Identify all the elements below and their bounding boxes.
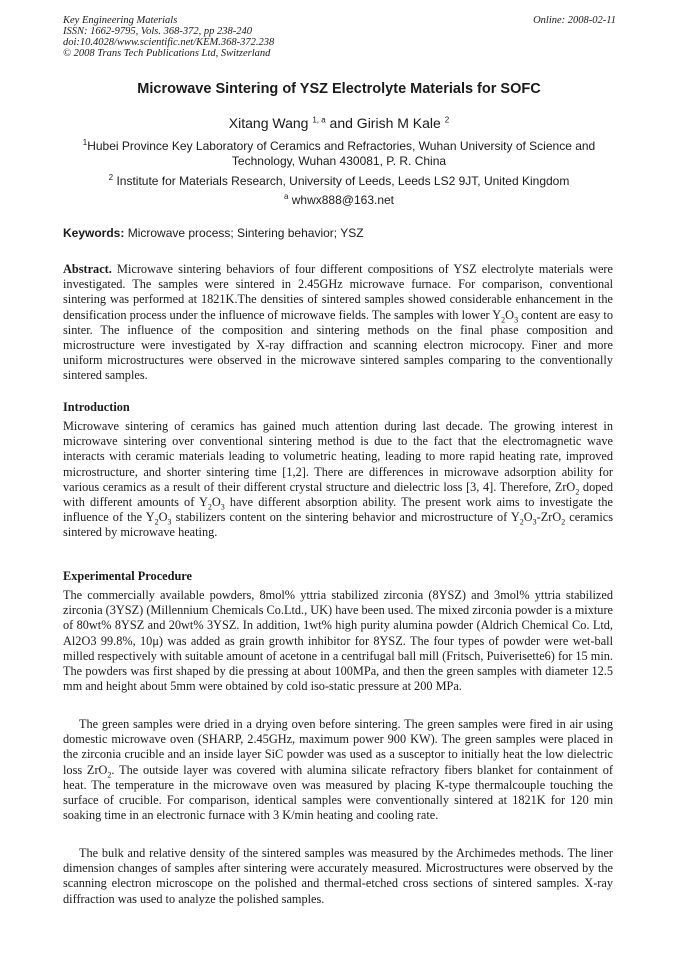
experimental-paragraph-1: The commercially available powders, 8mol% yttria stabilized zirconia (8YSZ) and 3mol% yttria stabilized zirconia (3YSZ) (Millennium Chemicals Co.Ltd., UK) have been used. The mixed zirconia powder is a mixture of 80wt% 8YSZ and 20wt% 3YSZ. In addition, 1wt% high purity alumina powder (Aldrich Chemical Co. Ltd, Al2O3 99.8%, 10μ) was added as grain growth inhibitor for 8YSZ. The four types of powder were wet-ball milled respectively with suitable amount of acetone in a centrifugal ball mill (Fritsch, Puiverisette6) for 15 min. The powders was first shaped by die pressing at about 100MPa, and then the green samples with diameter 12.5 mm and height about 5mm were obtained by cold iso-static pressure at 200 MPa. <box>63 588 613 694</box>
intro-sub-7: 3 <box>532 517 537 527</box>
journal-name: Key Engineering Materials <box>63 15 178 26</box>
abstract-text-3: content are easy to sinter. The influence of the composition and sintering methods on the final phase composition and microstructure were investigated by X-ray diffraction and scanning electron microcopy. Finer and more uniform microstructures were observed in the microwave sintered samples comparing to the conventionally sintered samples. <box>63 307 613 383</box>
introduction-heading: Introduction <box>63 400 130 414</box>
affiliation-1 <box>0 139 678 169</box>
keywords <box>63 226 616 240</box>
intro-sub-4: 2 <box>154 517 159 527</box>
journal-issn: ISSN: 1662-9795, Vols. 368-372, pp 238-240 <box>63 26 252 37</box>
intro-sub-2: 2 <box>207 502 212 512</box>
intro-text-6: stabilizers content on the sintering behavior and microstructure of Y <box>171 510 520 525</box>
experimental-paragraph-3: The bulk and relative density of the sintered samples was measured by the Archimedes methods. The liner dimension changes of samples after sintering were accurately measured. Microstructures were observed by the scanning electron microscope on the polished and thermal-etched cross sections of sintered samples. X-ray diffraction was used to analyze the polished samples. <box>63 846 613 906</box>
exp-p2-text-2: . The outside layer was covered with alumina silicate refractory fibers blanket for containment of heat. The temperature in the microwave oven was measured by placing K-type thermalcouple touching the surface of crucible. For comparison, identical samples were conventionally sintered at 1821K for 120 min soaking time in an electronic furnace with 3 K/min heating and cooling rate. <box>63 762 613 823</box>
affiliation-2-text: Institute for Materials Research, University of Leeds, Leeds LS2 9JT, United Kingdom <box>113 174 570 188</box>
journal-header <box>63 15 616 59</box>
affiliation-1-line1: Hubei Province Key Laboratory of Ceramics and Refractories, Wuhan University of Science and <box>87 139 596 153</box>
intro-sub-5: 3 <box>167 517 172 527</box>
keywords-label: Keywords: <box>63 226 125 240</box>
keywords-text: Microwave process; Sintering behavior; YSZ <box>124 226 364 240</box>
intro-sub-8: 2 <box>561 517 566 527</box>
intro-sub-3: 3 <box>220 502 225 512</box>
intro-text-9: ceramics sintered by microwave heating. <box>63 510 613 540</box>
abstract-label: Abstract. <box>63 262 112 276</box>
author-2: and Girish M Kale <box>325 115 445 131</box>
journal-copyright: © 2008 Trans Tech Publications Ltd, Switzerland <box>63 48 271 59</box>
affiliation-2 <box>0 174 678 189</box>
intro-sub-1: 2 <box>575 487 580 497</box>
intro-text-5: O <box>158 510 168 525</box>
author-1-sup: 1, a <box>312 115 326 125</box>
introduction-paragraph <box>63 419 613 541</box>
intro-text-2: doped with different amounts of Y <box>63 479 613 510</box>
author-2-sup: 2 <box>444 115 450 125</box>
intro-sub-6: 2 <box>519 517 524 527</box>
online-date: Online: 2008-02-11 <box>533 15 616 26</box>
intro-text-3: O <box>211 495 221 510</box>
author-line <box>0 115 678 131</box>
affiliation-1-line2: Technology, Wuhan 430081, P. R. China <box>231 154 447 168</box>
abstract-text-1: Microwave sintering behaviors of four different compositions of YSZ electrolyte materials were investigated. The samples were sintered in 2.45GHz microwave furnace. For comparison, conventional sintering was performed at 1821K.The densities of sintered samples showed considerable enhancement in the densification process under the influence of microwave fields. The samples with lower Y <box>63 262 613 322</box>
experimental-paragraph-2 <box>63 717 613 823</box>
intro-text-8: -ZrO <box>536 510 562 525</box>
paper-title: Microwave Sintering of YSZ Electrolyte Materials for SOFC <box>137 81 541 97</box>
experimental-heading: Experimental Procedure <box>63 569 192 583</box>
intro-text-4: have different absorption ability. The present work aims to investigate the influence of the Y <box>63 495 613 525</box>
abstract-sub-1: 2 <box>501 315 506 325</box>
author-email <box>0 193 678 208</box>
exp-p2-sub: 2 <box>107 770 112 780</box>
intro-text-1: Microwave sintering of ceramics has gained much attention during last decade. The growing interest in microwave sintering over conventional sintering method is due to the fact that the electromagnetic wave interacts with ceramic materials leading to volumetric heating, leading to more rapid heating rate, improved microstructure, and shorter sintering time [1,2]. There are differences in microwave adsorption ability for various ceramics as a result of their different crystal structure and dielectric loss [3, 4]. Therefore, ZrO <box>63 419 613 494</box>
exp-p2-text-1: The green samples were dried in a drying oven before sintering. The green samples were fired in air using domestic microwave oven (SHARP, 2.45GHz, maximum power 900 KW). The green samples were placed in the zirconia crucible and an inside layer SiC powder was used as a susceptor to initially heat the low dielectric loss ZrO <box>63 717 613 777</box>
journal-doi: doi:10.4028/www.scientific.net/KEM.368-372.238 <box>63 37 275 48</box>
author-1: Xitang Wang <box>228 115 309 131</box>
abstract-sub-2: 3 <box>514 315 519 325</box>
email-sup: a <box>283 192 289 201</box>
abstract <box>63 262 613 384</box>
email-text: whwx888@163.net <box>288 193 395 207</box>
intro-text-7: O <box>523 510 533 525</box>
affiliation-1-sup: 1 <box>82 138 88 147</box>
abstract-text-2: O <box>505 307 515 322</box>
affiliation-2-sup: 2 <box>108 173 114 182</box>
